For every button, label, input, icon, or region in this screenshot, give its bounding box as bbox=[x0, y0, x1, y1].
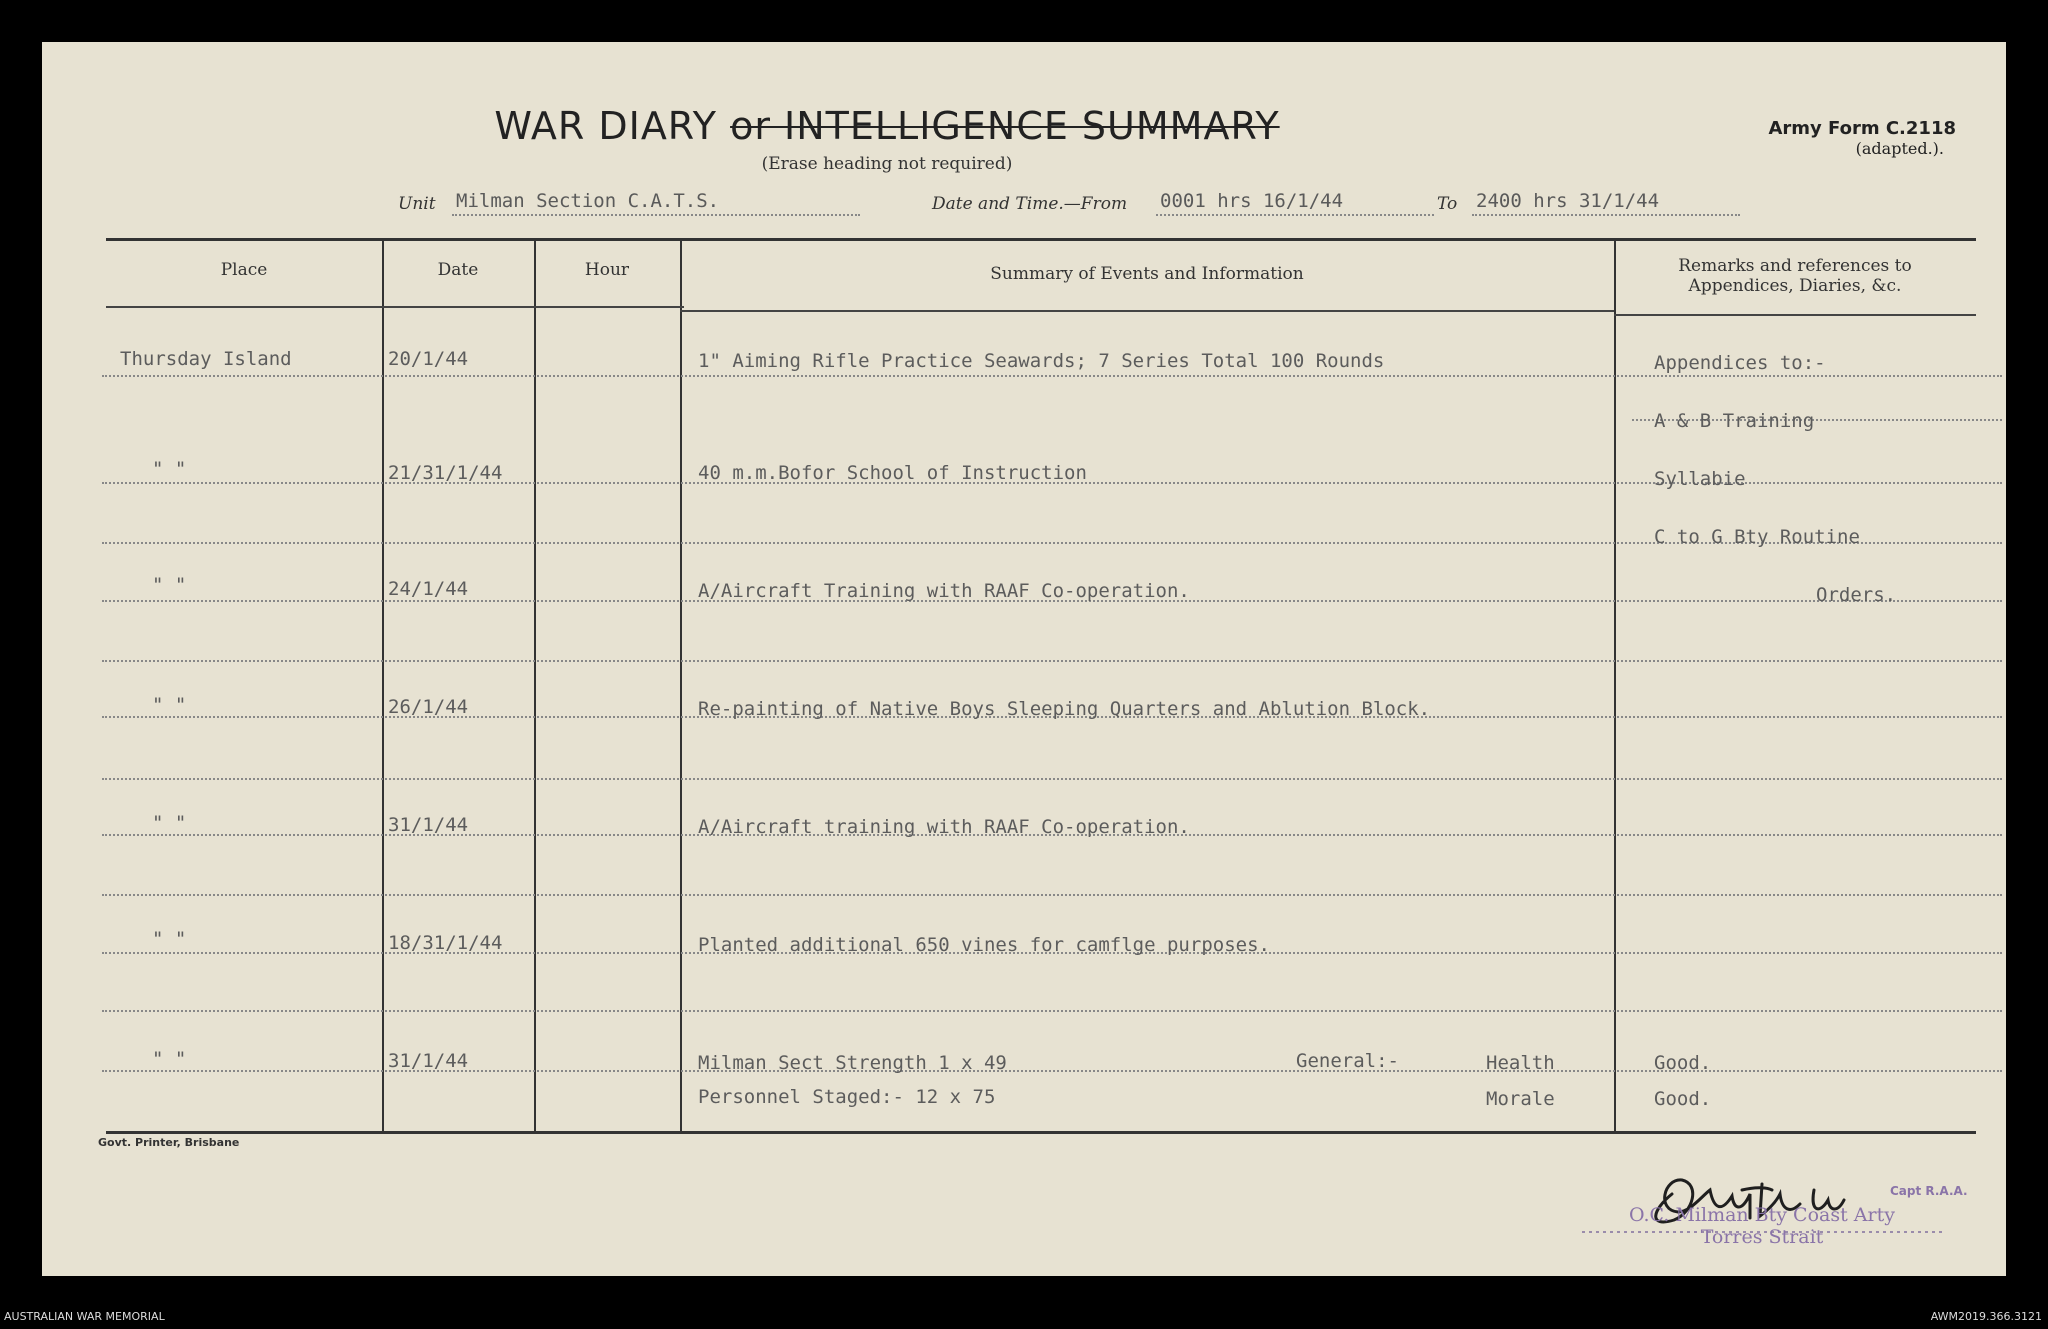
row-6-summary: Planted additional 650 vines for camflge purposes. bbox=[698, 934, 1270, 956]
row-7-place: " " bbox=[152, 1048, 187, 1070]
title-block bbox=[42, 104, 1732, 174]
row-rule bbox=[102, 660, 2002, 662]
title-struck: or INTELLIGENCE SUMMARY bbox=[730, 104, 1280, 148]
unit-label: Unit bbox=[398, 194, 436, 214]
row-rule bbox=[102, 1010, 2002, 1012]
header-rule-right bbox=[1614, 314, 1976, 316]
col-header-summary: Summary of Events and Information bbox=[990, 264, 1304, 284]
unit-value: Milman Section C.A.T.S. bbox=[452, 190, 860, 216]
general-label: General:- bbox=[1296, 1050, 1399, 1072]
rank-label: Capt R.A.A. bbox=[1890, 1184, 1968, 1198]
row-6-place: " " bbox=[152, 928, 187, 950]
stamp-line-2: Torres Strait bbox=[1700, 1226, 1824, 1248]
row-3-date: 24/1/44 bbox=[388, 578, 469, 600]
remarks-line-2: A & B Training bbox=[1654, 410, 1815, 432]
remarks-line-1: Appendices to:- bbox=[1654, 352, 1826, 374]
to-value: 2400 hrs 31/1/44 bbox=[1472, 190, 1740, 216]
morale-value: Good. bbox=[1654, 1088, 1712, 1110]
row-rule bbox=[102, 778, 2002, 780]
army-form-label bbox=[1768, 118, 1956, 158]
date-label: Date and Time.—From bbox=[932, 194, 1128, 214]
form-subtitle: (Erase heading not required) bbox=[761, 154, 1013, 174]
row-4-summary: Re-painting of Native Boys Sleeping Quarters and Ablution Block. bbox=[698, 698, 1431, 720]
title-main: WAR DIARY bbox=[494, 104, 731, 148]
row-5-place: " " bbox=[152, 812, 187, 834]
remarks-header-line2: Appendices, Diaries, &c. bbox=[1688, 276, 1902, 296]
row-2-place: " " bbox=[152, 458, 187, 480]
army-form-adapted: (adapted.). bbox=[1855, 139, 1944, 158]
meta-line bbox=[42, 190, 2006, 234]
row-rule bbox=[102, 894, 2002, 896]
col-header-remarks bbox=[1614, 256, 1976, 296]
remarks-line-5: Orders. bbox=[1816, 584, 1897, 606]
row-1-place: Thursday Island bbox=[120, 348, 292, 370]
row-2-summary: 40 m.m.Bofor School of Instruction bbox=[698, 462, 1087, 484]
row-rule bbox=[102, 1070, 2002, 1072]
row-5-date: 31/1/44 bbox=[388, 814, 469, 836]
remarks-header-line1: Remarks and references to bbox=[1678, 256, 1912, 276]
printer-credit: Govt. Printer, Brisbane bbox=[98, 1136, 240, 1149]
col-header-date: Date bbox=[437, 260, 479, 280]
stamp-line-1: O.C. Milman Bty Coast Arty bbox=[1629, 1204, 1895, 1226]
row-1-summary: 1" Aiming Rifle Practice Seawards; 7 Series Total 100 Rounds bbox=[698, 350, 1385, 372]
from-value: 0001 hrs 16/1/44 bbox=[1156, 190, 1434, 216]
remarks-line-4: C to G Bty Routine bbox=[1654, 526, 1860, 548]
row-3-summary: A/Aircraft Training with RAAF Co-operation. bbox=[698, 580, 1190, 602]
table-bottom-rule bbox=[106, 1131, 1976, 1134]
health-label: Health bbox=[1486, 1052, 1555, 1074]
row-4-date: 26/1/44 bbox=[388, 696, 469, 718]
col-header-hour: Hour bbox=[584, 260, 630, 280]
morale-label: Morale bbox=[1486, 1088, 1555, 1110]
archive-reference: AWM2019.366.3121 bbox=[1930, 1310, 2042, 1323]
personnel-staged: Personnel Staged:- 12 x 75 bbox=[698, 1086, 996, 1108]
to-label: To bbox=[1437, 194, 1458, 214]
row-7-date: 31/1/44 bbox=[388, 1050, 469, 1072]
row-7-summary: Milman Sect Strength 1 x 49 bbox=[698, 1052, 1007, 1074]
unit-stamp bbox=[1572, 1204, 1952, 1248]
table-top-rule bbox=[106, 238, 1976, 241]
col-divider-place bbox=[382, 238, 384, 1134]
row-3-place: " " bbox=[152, 574, 187, 596]
archive-credit: AUSTRALIAN WAR MEMORIAL bbox=[4, 1310, 165, 1323]
row-6-date: 18/31/1/44 bbox=[388, 932, 503, 954]
header-rule-mid bbox=[680, 310, 1614, 312]
health-value: Good. bbox=[1654, 1052, 1712, 1074]
header-rule-left bbox=[106, 306, 684, 308]
row-2-date: 21/31/1/44 bbox=[388, 462, 503, 484]
row-4-place: " " bbox=[152, 694, 187, 716]
diary-page bbox=[42, 42, 2006, 1276]
row-5-summary: A/Aircraft training with RAAF Co-operation. bbox=[698, 816, 1190, 838]
row-1-date: 20/1/44 bbox=[388, 348, 469, 370]
row-rule bbox=[102, 375, 2002, 377]
col-header-place: Place bbox=[220, 260, 268, 280]
form-title bbox=[42, 104, 1732, 148]
remarks-line-3: Syllabie bbox=[1654, 468, 1746, 490]
army-form-number: Army Form C.2118 bbox=[1768, 118, 1956, 139]
